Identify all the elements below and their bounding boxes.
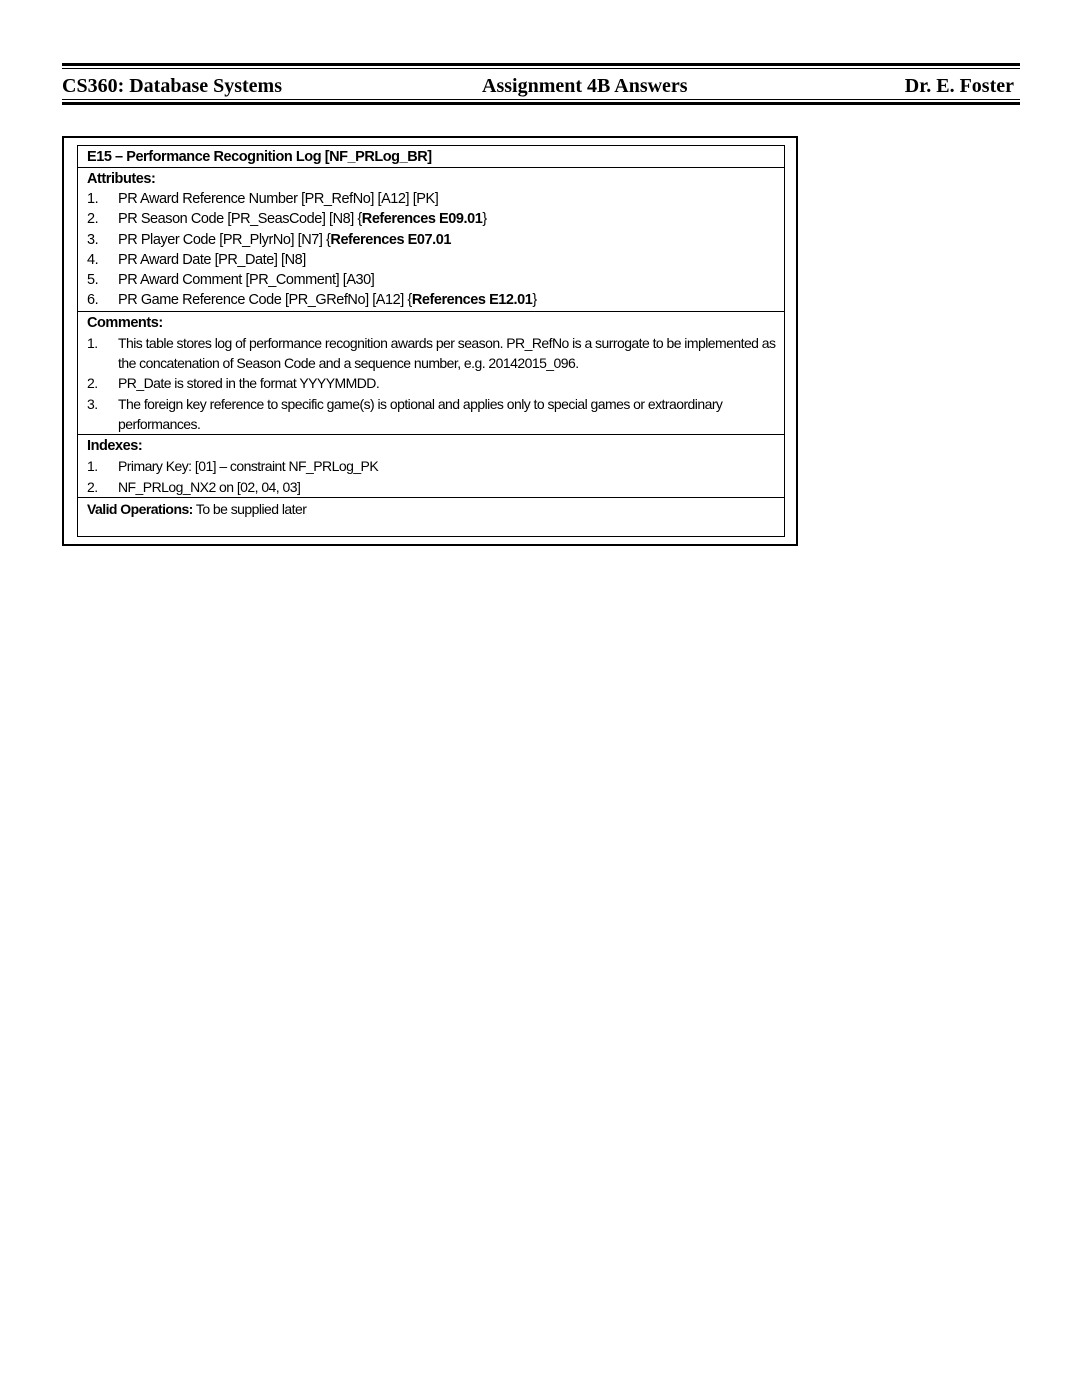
- attribute-item: [87, 189, 776, 209]
- attribute-item: [87, 290, 776, 310]
- page-header: [62, 63, 1020, 105]
- attributes-section: [78, 167, 784, 311]
- valid-operations: [87, 499, 776, 537]
- attribute-reference: References E07.01: [330, 231, 451, 248]
- attribute-number: 4.: [87, 251, 99, 268]
- attribute-text: PR Award Reference Number [PR_RefNo] [A12] [PK]: [118, 191, 439, 207]
- course-title: CS360: Database Systems: [62, 75, 282, 97]
- attribute-text: PR Award Date [PR_Date] [N8]: [118, 251, 306, 268]
- entity-title: E15 – Performance Recognition Log [NF_PRLog_BR]: [87, 149, 432, 165]
- valid-operations-text: To be supplied later: [195, 500, 307, 517]
- index-text: Primary Key: [01] – constraint NF_PRLog_PK: [118, 458, 379, 475]
- entity-table: [77, 145, 785, 537]
- attribute-number: 5.: [87, 272, 99, 289]
- indexes-label: Indexes:: [87, 438, 143, 455]
- comment-number: 2.: [87, 375, 98, 392]
- index-item: [87, 477, 776, 497]
- index-number: 2.: [87, 478, 98, 495]
- comment-text: The foreign key reference to specific game(s) is optional and applies only to special games or extraordinary performances.: [118, 395, 723, 432]
- comment-text: PR_Date is stored in the format YYYYMMDD.: [118, 375, 380, 392]
- attribute-item: [87, 209, 776, 229]
- index-item: [87, 456, 776, 476]
- attribute-tail: }: [532, 292, 537, 309]
- attribute-item: [87, 250, 776, 270]
- instructor-name: Dr. E. Foster: [904, 75, 1014, 97]
- header-bottom-rule: [62, 102, 1020, 105]
- valid-operations-section: [78, 497, 784, 537]
- index-number: 1.: [87, 458, 98, 475]
- attribute-reference: References E12.01: [411, 292, 533, 309]
- index-text: NF_PRLog_NX2 on [02, 04, 03]: [118, 478, 301, 495]
- entity-title-section: [78, 146, 784, 167]
- indexes-section: [78, 434, 784, 497]
- attribute-number: 3.: [87, 231, 99, 248]
- comment-item: [87, 373, 776, 393]
- attribute-number: 6.: [87, 292, 99, 309]
- comment-number: 3.: [87, 395, 98, 412]
- attribute-text: PR Player Code [PR_PlyrNo] [N7] {: [118, 231, 331, 248]
- attribute-tail: }: [482, 211, 487, 228]
- attribute-text: PR Award Comment [PR_Comment] [A30]: [118, 272, 375, 289]
- comment-number: 1.: [87, 334, 98, 351]
- valid-operations-label: Valid Operations:: [87, 500, 193, 517]
- attribute-number: 2.: [87, 211, 99, 228]
- comment-item: [87, 333, 776, 374]
- comments-label: Comments:: [87, 314, 163, 331]
- attribute-reference: References E09.01: [361, 211, 483, 228]
- comment-item: [87, 394, 776, 435]
- attribute-number: 1.: [87, 191, 99, 207]
- comments-section: [78, 311, 784, 434]
- attributes-label: Attributes:: [87, 171, 156, 187]
- attribute-item: [87, 270, 776, 290]
- attribute-item: [87, 230, 776, 250]
- attribute-text: PR Season Code [PR_SeasCode] [N8] {: [118, 211, 362, 228]
- comment-text: This table stores log of performance recognition awards per season. PR_RefNo is a surrogate to be implemented as the concatenation of Season Code and a sequence number, e.g. 20142015_096.: [118, 334, 776, 372]
- assignment-title: Assignment 4B Answers: [482, 75, 688, 97]
- attribute-text: PR Game Reference Code [PR_GRefNo] [A12] {: [118, 292, 412, 309]
